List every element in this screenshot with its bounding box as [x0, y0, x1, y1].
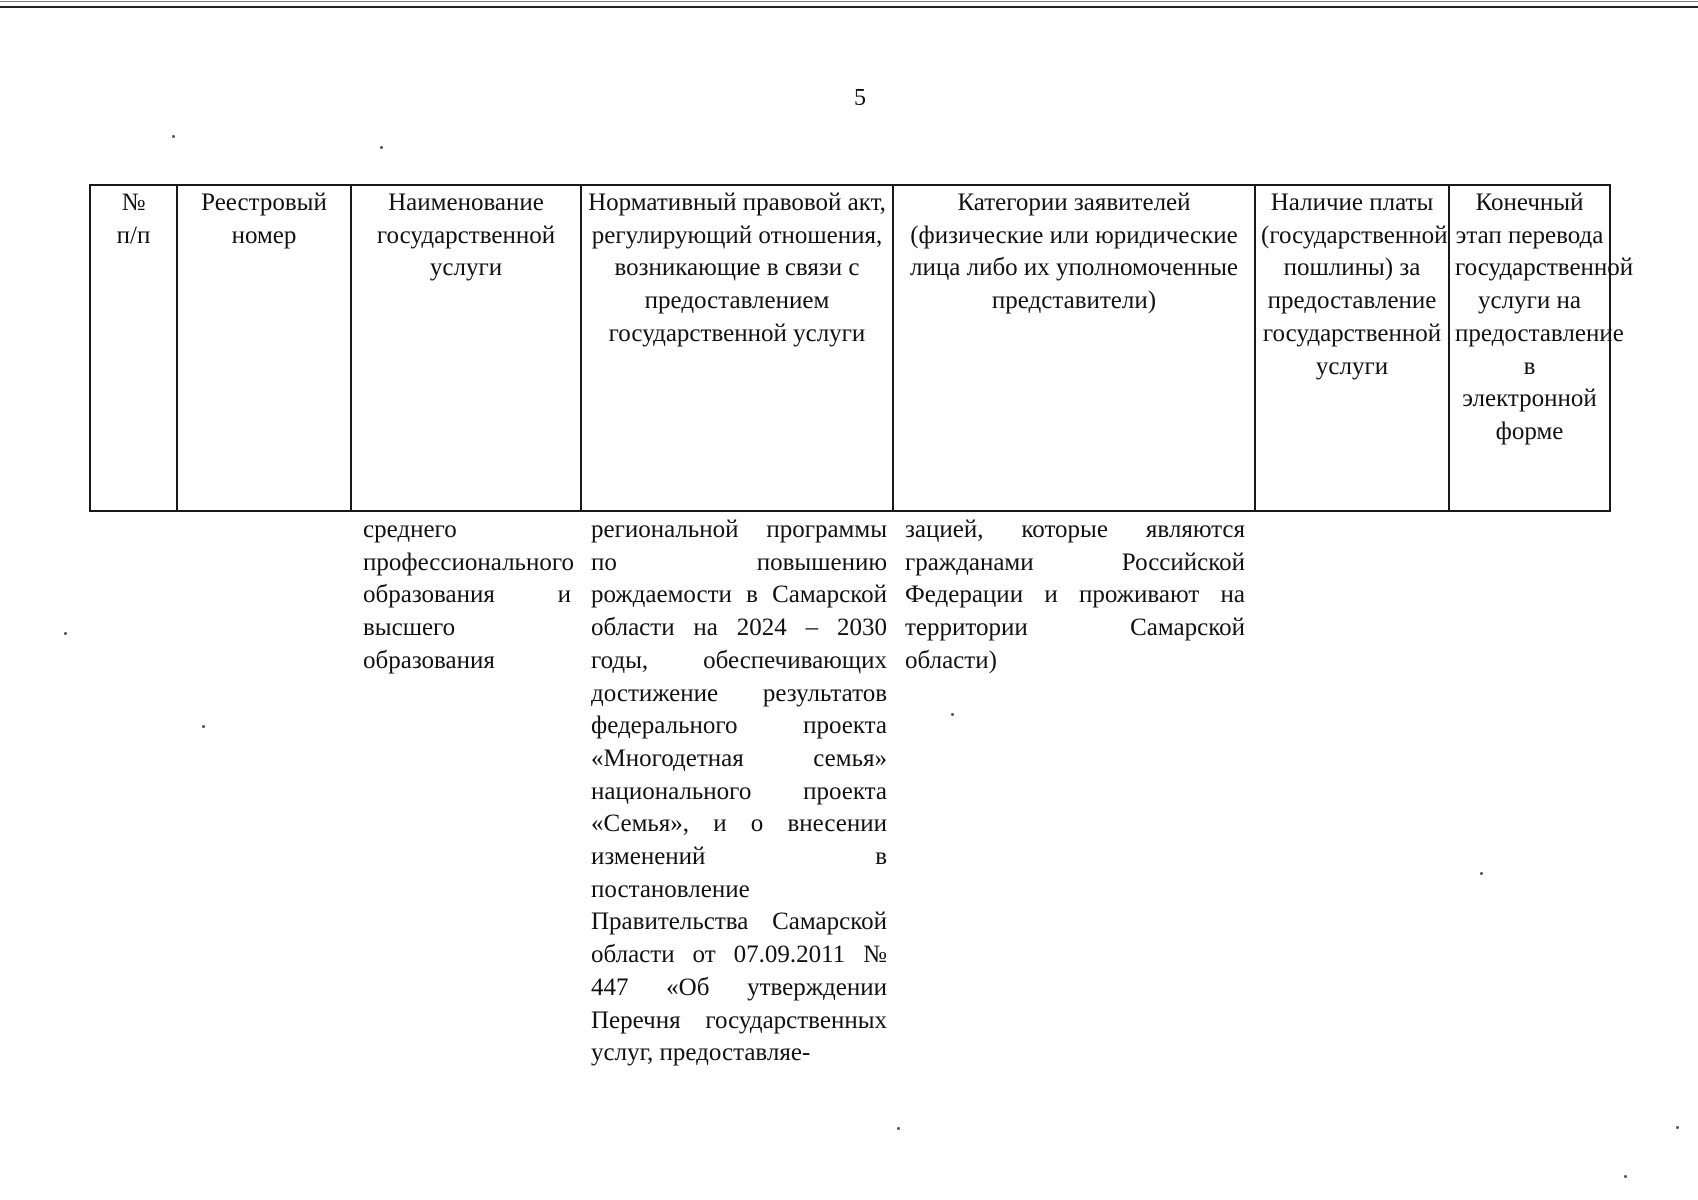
cell-final-stage [1449, 511, 1610, 1070]
cell-number [90, 511, 177, 1070]
header-service-name-text: Наименование государственной услуги [376, 189, 556, 282]
scan-speck [1480, 872, 1483, 875]
header-legal-act-text: Нормативный правовой акт, регулирующий отношения, возникающие в связи с предоставлением государственной услуги [588, 189, 886, 347]
table-header-row [90, 185, 1610, 511]
header-registry-number [177, 185, 351, 511]
header-applicant-categories-text: Категории заявителей (физические или юридические лица либо их уполномоченные представители) [910, 189, 1238, 315]
cell-applicant-categories: зацией, которые являются гражданами Российской Федерации и проживают на территории Самарской области) [905, 516, 1245, 674]
table-row [90, 511, 1610, 1070]
top-scan-edge [0, 1, 1698, 2]
header-service-name [351, 185, 581, 511]
scan-speck [1624, 1175, 1627, 1178]
header-fee-text: Наличие платы (государственной пошлины) за предоставление государственной услуги [1261, 189, 1448, 380]
scan-speck [951, 713, 954, 716]
header-applicant-categories [893, 185, 1255, 511]
header-number-text: № п/п [116, 189, 151, 249]
header-final-stage-text: Конечный этап перевода государственной услуги на предоставление в электронной форме [1455, 189, 1634, 445]
header-number [90, 185, 177, 511]
cell-legal-act: региональной программы по повышению рождаемости в Самарской области на 2024 – 2030 годы, обеспечивающих достижение результатов федерального проекта «Многодетная семья» национального проекта «Семья», и о внесении изменений в постановление Правительства Самарской области от 07.09.2011 № 447 «Об утверждении Перечня государственных услуг, предоставляе- [591, 516, 887, 1067]
scan-speck [1676, 1126, 1679, 1129]
scan-speck [64, 632, 67, 635]
scan-speck [380, 146, 383, 149]
scan-speck [202, 725, 205, 728]
services-table [89, 184, 1634, 1070]
cell-registry-number [177, 511, 351, 1070]
cell-service-name: среднего профессионального образования и высшего образования [363, 516, 574, 674]
page-number: 5 [854, 85, 866, 111]
scan-speck [897, 1127, 900, 1130]
header-legal-act [581, 185, 893, 511]
header-final-stage [1449, 185, 1634, 511]
scan-speck [172, 135, 175, 138]
header-fee [1255, 185, 1449, 511]
cell-fee [1255, 511, 1449, 1070]
top-rule [0, 6, 1698, 8]
header-registry-number-text: Реестровый номер [201, 189, 327, 249]
